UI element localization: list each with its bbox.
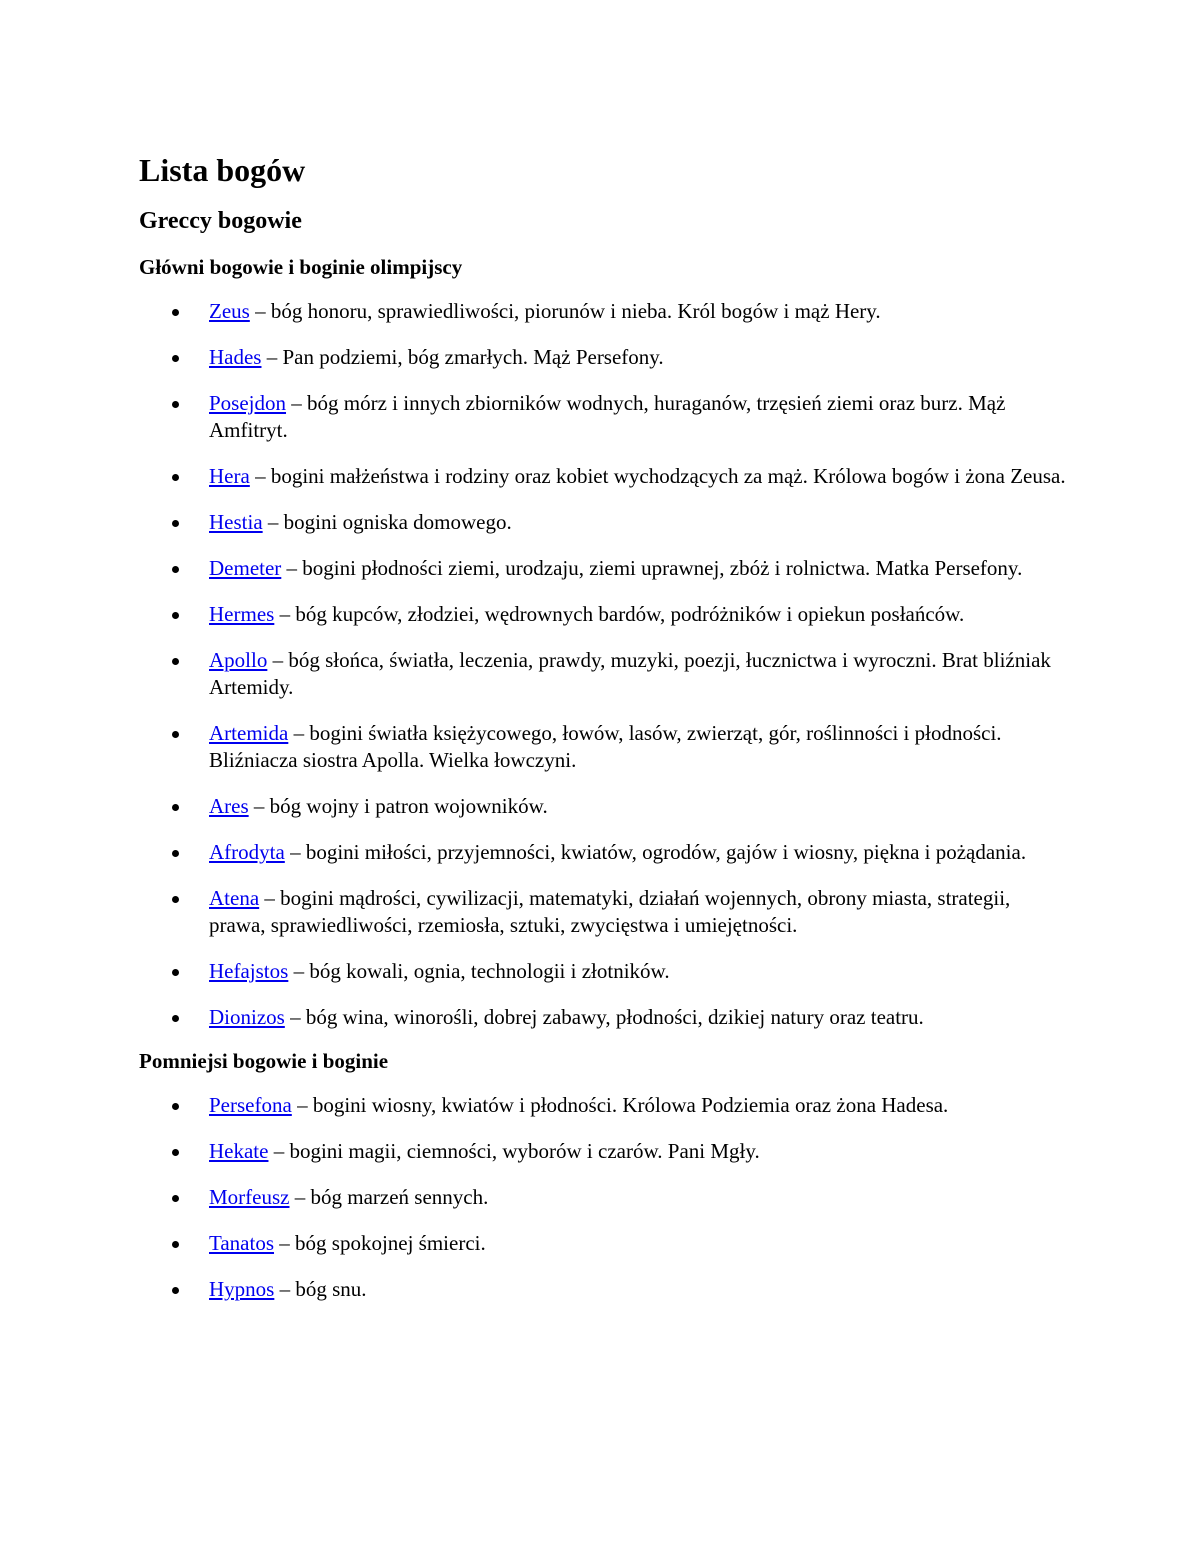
god-description: – bóg słońca, światła, leczenia, prawdy, muzyki, poezji, łucznictwa i wyroczni. Brat bliźniak Artemidy. xyxy=(209,648,1051,699)
god-description: – bóg mórz i innych zbiorników wodnych, huraganów, trzęsień ziemi oraz burz. Mąż Amfitryt. xyxy=(209,391,1006,442)
bullet-icon xyxy=(172,1195,179,1202)
list-item xyxy=(139,647,1069,701)
bullet-icon xyxy=(172,658,179,665)
bullet-icon xyxy=(172,520,179,527)
god-link[interactable]: Atena xyxy=(209,886,260,910)
bullet-icon xyxy=(172,1015,179,1022)
section-title: Greccy bogowie xyxy=(139,208,302,234)
god-description: – bóg snu. xyxy=(274,1277,367,1301)
bullet-icon xyxy=(172,1241,179,1248)
bullet-icon xyxy=(172,731,179,738)
bullet-icon xyxy=(172,401,179,408)
list-item xyxy=(139,1184,1069,1211)
list-item xyxy=(139,885,1069,939)
god-link[interactable]: Morfeusz xyxy=(209,1185,290,1209)
list-item xyxy=(139,298,1069,325)
bullet-icon xyxy=(172,612,179,619)
god-description: – bogini wiosny, kwiatów i płodności. Królowa Podziemia oraz żona Hadesa. xyxy=(291,1093,949,1117)
god-description: – bóg wojny i patron wojowników. xyxy=(248,794,548,818)
list-item xyxy=(139,1004,1069,1031)
list-item xyxy=(139,344,1069,371)
bullet-icon xyxy=(172,1287,179,1294)
god-description: – bóg wina, winorośli, dobrej zabawy, płodności, dzikiej natury oraz teatru. xyxy=(284,1005,924,1029)
list-item xyxy=(139,793,1069,820)
god-description: – bogini małżeństwa i rodziny oraz kobiet wychodzących za mąż. Królowa bogów i żona Zeusa. xyxy=(249,464,1066,488)
god-link[interactable]: Artemida xyxy=(209,721,289,745)
bullet-icon xyxy=(172,896,179,903)
god-description: – bóg honoru, sprawiedliwości, piorunów i nieba. Król bogów i mąż Hery. xyxy=(249,299,881,323)
god-description: – bogini magii, ciemności, wyborów i czarów. Pani Mgły. xyxy=(268,1139,760,1163)
god-description: – bóg spokojnej śmierci. xyxy=(274,1231,486,1255)
god-link[interactable]: Apollo xyxy=(209,648,268,672)
god-link[interactable]: Hekate xyxy=(209,1139,269,1163)
god-link[interactable]: Hypnos xyxy=(209,1277,275,1301)
bullet-icon xyxy=(172,1103,179,1110)
list-item xyxy=(139,1138,1069,1165)
god-link[interactable]: Hestia xyxy=(209,510,263,534)
bullet-icon xyxy=(172,474,179,481)
bullet-icon xyxy=(172,804,179,811)
god-link[interactable]: Hermes xyxy=(209,602,275,626)
bullet-icon xyxy=(172,1149,179,1156)
list-item xyxy=(139,958,1069,985)
list-item xyxy=(139,1276,1069,1303)
god-description: – bóg kupców, złodziei, wędrownych bardów, podróżników i opiekun posłańców. xyxy=(274,602,965,626)
list-item xyxy=(139,1230,1069,1257)
god-description: – bogini mądrości, cywilizacji, matematyki, działań wojennych, obrony miasta, strategii, prawa, sprawiedliwości, rzemiosła, sztuki, zwycięstwa i umiejętności. xyxy=(209,886,1011,937)
major-gods-list xyxy=(139,298,1069,1031)
god-link[interactable]: Zeus xyxy=(209,299,250,323)
list-item xyxy=(139,601,1069,628)
list-item xyxy=(139,839,1069,866)
god-link[interactable]: Ares xyxy=(209,794,249,818)
god-link[interactable]: Hades xyxy=(209,345,262,369)
page-title: Lista bogów xyxy=(139,152,306,188)
bullet-icon xyxy=(172,969,179,976)
list-item xyxy=(139,463,1069,490)
god-description: – bogini światła księżycowego, łowów, lasów, zwierząt, gór, roślinności i płodności. Bliźniacza siostra Apolla. Wielka łowczyni. xyxy=(209,721,1002,772)
bullet-icon xyxy=(172,566,179,573)
god-link[interactable]: Persefona xyxy=(209,1093,292,1117)
list-item xyxy=(139,509,1069,536)
god-link[interactable]: Hefajstos xyxy=(209,959,289,983)
god-description: – bogini miłości, przyjemności, kwiatów, ogrodów, gajów i wiosny, piękna i pożądania. xyxy=(284,840,1027,864)
god-link[interactable]: Demeter xyxy=(209,556,282,580)
bullet-icon xyxy=(172,309,179,316)
bullet-icon xyxy=(172,850,179,857)
god-link[interactable]: Tanatos xyxy=(209,1231,275,1255)
list-item xyxy=(139,555,1069,582)
god-link[interactable]: Posejdon xyxy=(209,391,287,415)
major-gods-heading: Główni bogowie i boginie olimpijscy xyxy=(139,255,463,279)
bullet-icon xyxy=(172,355,179,362)
list-item xyxy=(139,390,1069,444)
god-link[interactable]: Dionizos xyxy=(209,1005,285,1029)
god-link[interactable]: Afrodyta xyxy=(209,840,285,864)
minor-gods-heading: Pomniejsi bogowie i boginie xyxy=(139,1049,389,1073)
minor-gods-list xyxy=(139,1092,1069,1303)
god-description: – Pan podziemi, bóg zmarłych. Mąż Persefony. xyxy=(261,345,664,369)
god-link[interactable]: Hera xyxy=(209,464,250,488)
god-description: – bóg kowali, ognia, technologii i złotników. xyxy=(288,959,670,983)
list-item xyxy=(139,720,1069,774)
list-item xyxy=(139,1092,1069,1119)
god-description: – bóg marzeń sennych. xyxy=(289,1185,489,1209)
god-description: – bogini ogniska domowego. xyxy=(262,510,512,534)
document-page xyxy=(139,148,1069,1322)
god-description: – bogini płodności ziemi, urodzaju, ziemi uprawnej, zbóż i rolnictwa. Matka Persefony. xyxy=(281,556,1023,580)
